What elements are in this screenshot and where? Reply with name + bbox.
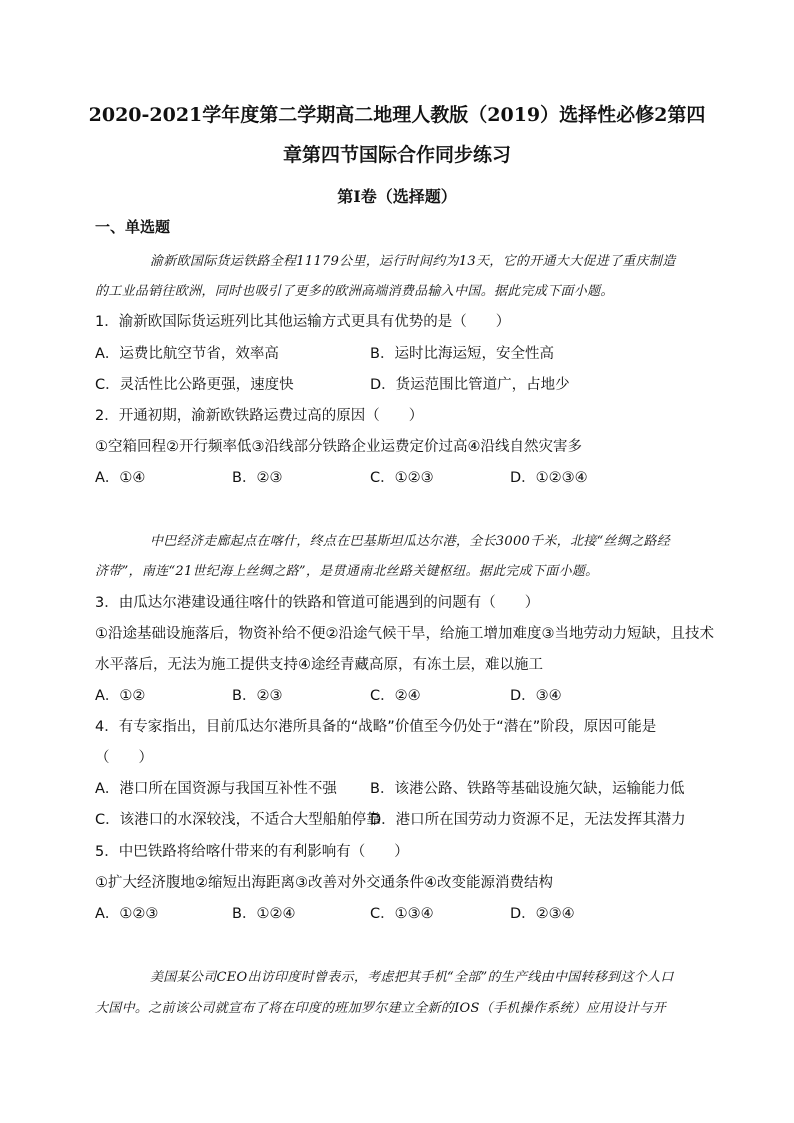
- question5-option-c[interactable]: C．①③④: [370, 906, 434, 922]
- question1-stem: 1．渝新欧国际货运班列比其他运输方式更具有优势的是（ ）: [95, 314, 511, 330]
- question2-option-b[interactable]: B．②③: [232, 470, 283, 486]
- passage3-line2: 大国中。之前该公司就宣布了将在印度的班加罗尔建立全新的IOS（手机操作系统）应用设计与开: [95, 1001, 666, 1016]
- passage1-line1: 渝新欧国际货运铁路全程11179公里，运行时间约为13天，它的开通大大促进了重庆制造: [150, 254, 676, 269]
- section-heading: 一、单选题: [95, 218, 171, 236]
- question5-option-b[interactable]: B．①②④: [232, 906, 296, 922]
- question2-option-c[interactable]: C．①②③: [370, 470, 434, 486]
- question3-items-line2: 水平落后，无法为施工提供支持④途经青藏高原，有冻土层，难以施工: [95, 657, 543, 673]
- question1-option-a[interactable]: A．运费比航空节省，效率高: [95, 346, 279, 362]
- question4-stem: 4．有专家指出，目前瓜达尔港所具备的“战略”价值至今仍处于“潜在”阶段，原因可能是: [95, 719, 657, 735]
- question3-option-d[interactable]: D．③④: [510, 688, 562, 704]
- question1-option-d[interactable]: D．货运范围比管道广，占地少: [370, 377, 570, 393]
- question4-option-b[interactable]: B．该港公路、铁路等基础设施欠缺，运输能力低: [370, 781, 685, 797]
- question3-items-line1: ①沿途基础设施落后，物资补给不便②沿途气候干旱，给施工增加难度③当地劳动力短缺，且技术: [95, 626, 714, 642]
- document-title-line2: 章第四节国际合作同步练习: [282, 144, 511, 166]
- question2-items: ①空箱回程②开行频率低③沿线部分铁路企业运费定价过高④沿线自然灾害多: [95, 439, 582, 455]
- question4-blank: （ ）: [95, 750, 153, 766]
- document-title-line1: 2020-2021学年度第二学期高二地理人教版（2019）选择性必修2第四: [88, 104, 706, 126]
- volume-heading: 第I卷（选择题）: [337, 187, 457, 206]
- passage2-line2: 济带”，南连“21世纪海上丝绸之路”，是贯通南北丝路关键枢纽。据此完成下面小题。: [95, 564, 599, 579]
- passage2-line1: 中巴经济走廊起点在喀什，终点在巴基斯坦瓜达尔港，全长3000千米，北接“丝绸之路经: [150, 534, 671, 549]
- passage3-line1: 美国某公司CEO出访印度时曾表示，考虑把其手机“全部”的生产线由中国转移到这个人口: [150, 970, 674, 985]
- question2-option-a[interactable]: A．①④: [95, 470, 146, 486]
- question1-option-c[interactable]: C．灵活性比公路更强，速度快: [95, 377, 294, 393]
- question5-option-a[interactable]: A．①②③: [95, 906, 159, 922]
- question3-stem: 3．由瓜达尔港建设通往喀什的铁路和管道可能遇到的问题有（ ）: [95, 595, 540, 611]
- question1-option-b[interactable]: B．运时比海运短，安全性高: [370, 346, 554, 362]
- question5-option-d[interactable]: D．②③④: [510, 906, 575, 922]
- question4-option-d[interactable]: D．港口所在国劳动力资源不足，无法发挥其潜力: [370, 812, 686, 828]
- question5-stem: 5．中巴铁路将给喀什带来的有利影响有（ ）: [95, 844, 409, 860]
- question3-option-c[interactable]: C．②④: [370, 688, 421, 704]
- passage1-line2: 的工业品销往欧洲，同时也吸引了更多的欧洲高端消费品输入中国。据此完成下面小题。: [95, 284, 614, 299]
- question5-items: ①扩大经济腹地②缩短出海距离③改善对外交通条件④改变能源消费结构: [95, 875, 553, 891]
- question2-option-d[interactable]: D．①②③④: [510, 470, 588, 486]
- question4-option-c[interactable]: C．该港口的水深较浅，不适合大型船舶停靠: [95, 812, 381, 828]
- question3-option-b[interactable]: B．②③: [232, 688, 283, 704]
- question4-option-a[interactable]: A．港口所在国资源与我国互补性不强: [95, 781, 337, 797]
- question3-option-a[interactable]: A．①②: [95, 688, 146, 704]
- question2-stem: 2．开通初期，渝新欧铁路运费过高的原因（ ）: [95, 408, 424, 424]
